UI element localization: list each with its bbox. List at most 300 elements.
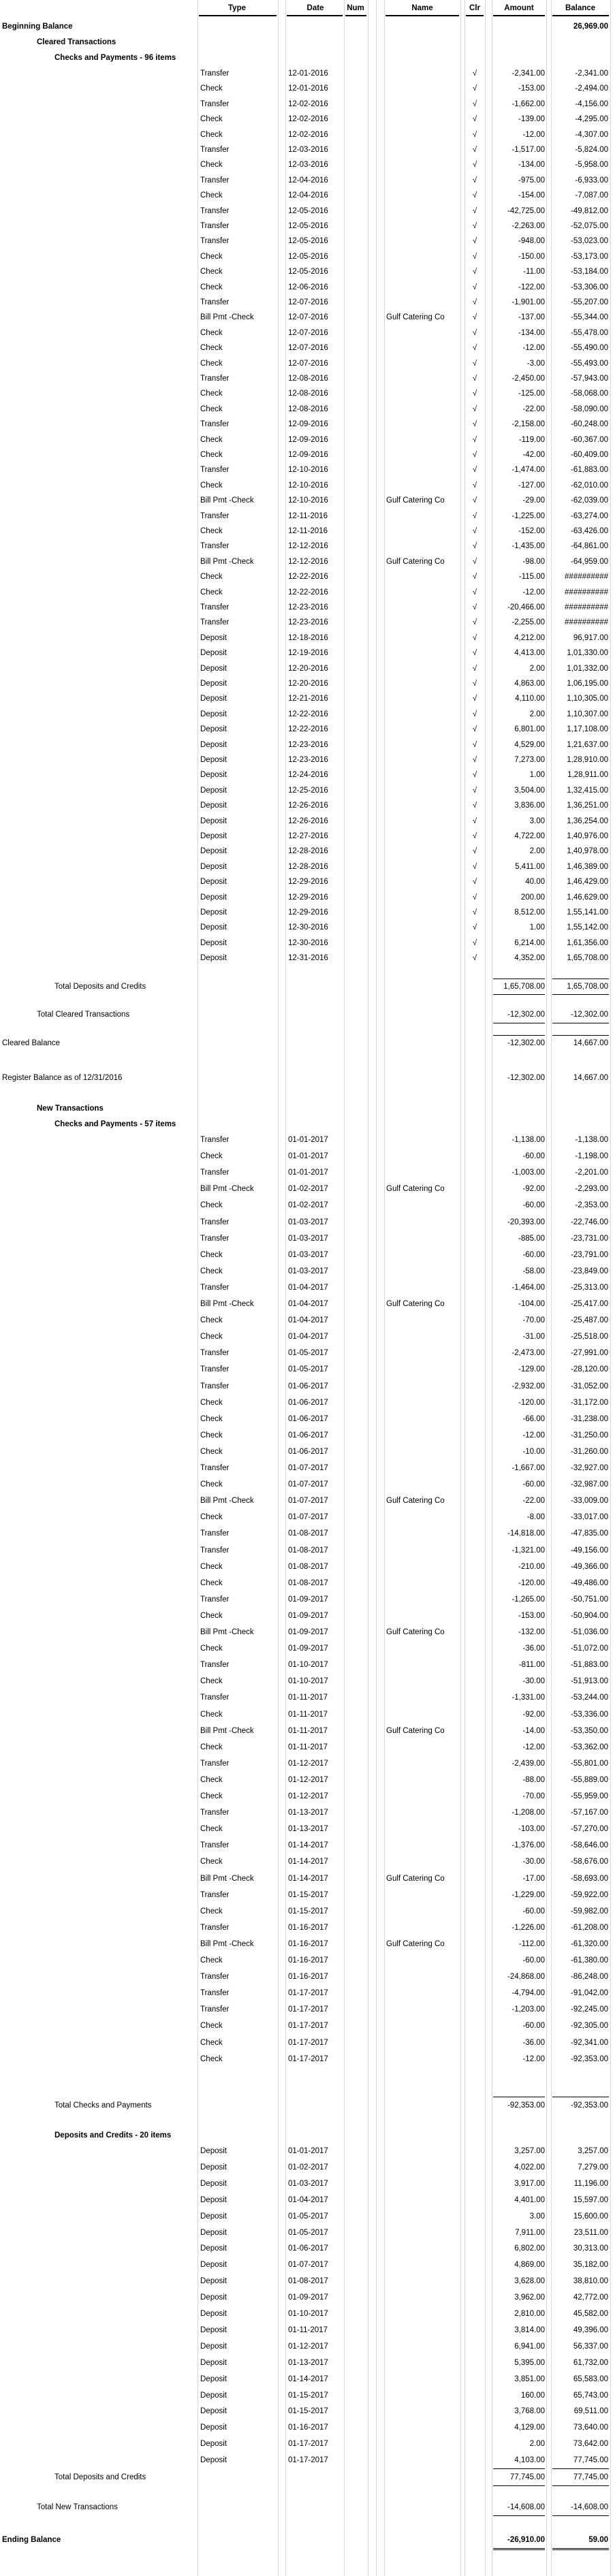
transaction-row[interactable] [0,1427,613,1444]
transaction-row[interactable] [0,782,613,799]
transaction-amount: -132.00 [518,1628,545,1636]
transaction-type: Check [200,1792,223,1800]
transaction-row[interactable] [0,401,613,417]
transaction-row[interactable] [0,2387,613,2404]
running-balance: 1,21,637.00 [567,740,608,749]
transaction-type: Bill Pmt -Check [200,1874,254,1883]
transaction-row[interactable] [0,355,613,372]
transaction-amount: -14,818.00 [507,1529,545,1538]
transaction-row[interactable] [0,2159,613,2176]
cleared-mark [465,1772,484,1788]
cleared-mark: √ [472,816,477,825]
running-balance: 1,06,195.00 [567,680,608,688]
transaction-row[interactable] [0,1279,613,1296]
running-balance: 1,01,332.00 [567,664,608,673]
transaction-name [386,1706,460,1723]
transaction-row[interactable] [0,843,613,859]
transaction-row[interactable] [0,249,613,265]
transaction-name [386,1542,460,1559]
transaction-amount: 4,103.00 [514,2456,545,2465]
transaction-amount: 3,257.00 [514,2147,545,2155]
transaction-row[interactable] [0,1575,613,1591]
transaction-row[interactable] [0,889,613,906]
transaction-row[interactable] [0,919,613,936]
transaction-type: Check [200,1398,223,1407]
transaction-row[interactable] [0,645,613,661]
transaction-type: Transfer [200,1890,230,1899]
transaction-row[interactable] [0,1214,613,1230]
transaction-row[interactable] [0,1689,613,1706]
cleared-mark [465,1460,484,1476]
transaction-amount: -70.00 [522,1316,545,1325]
transaction-amount: 1.00 [529,923,545,932]
transaction-row[interactable] [0,1920,613,1936]
transaction-row[interactable] [0,1164,613,1181]
transaction-row[interactable] [0,2371,613,2387]
cleared-mark [465,1312,484,1329]
transaction-date: 01-05-2017 [288,1365,328,1374]
cleared-mark [465,1296,484,1312]
transaction-name [386,1509,460,1525]
transaction-row[interactable] [0,218,613,234]
transaction-row[interactable] [0,462,613,478]
transaction-row[interactable] [0,142,613,158]
transaction-date: 01-05-2017 [288,2228,328,2237]
ending-balance-amount: -26,910.00 [507,2536,545,2544]
transaction-name [386,294,460,311]
transaction-row[interactable] [0,2208,613,2225]
transaction-row[interactable] [0,2306,613,2322]
transaction-row[interactable] [0,203,613,219]
transaction-row[interactable] [0,737,613,753]
transaction-date: 01-17-2017 [288,2022,328,2031]
transaction-type: Transfer [200,1989,230,1998]
transaction-row[interactable] [0,874,613,890]
transaction-row[interactable] [0,1624,613,1640]
running-balance: -50,904.00 [571,1611,608,1620]
transaction-row[interactable] [0,1706,613,1723]
transaction-row[interactable] [0,279,613,296]
transaction-amount: -1,226.00 [512,1923,545,1932]
total-checks-row [0,2097,613,2114]
transaction-row[interactable] [0,1132,613,1148]
transaction-date: 12-20-2016 [288,680,328,688]
transaction-row[interactable] [0,96,613,112]
transaction-row[interactable] [0,828,613,844]
running-balance: -55,207.00 [571,298,608,306]
transaction-name [386,721,460,737]
transaction-row[interactable] [0,80,613,97]
transaction-row[interactable] [0,706,613,722]
transaction-row[interactable] [0,1804,613,1821]
transaction-row[interactable] [0,1247,613,1263]
running-balance: -64,861.00 [571,542,608,551]
transaction-type: Check [200,1333,223,1341]
transaction-name [386,142,460,158]
transaction-type: Check [200,115,223,124]
transaction-row[interactable] [0,325,613,341]
transaction-row[interactable] [0,2051,613,2067]
transaction-name [386,661,460,677]
transaction-type: Check [200,1201,223,1210]
transaction-row[interactable] [0,294,613,311]
transaction-row[interactable] [0,1985,613,2001]
cleared-mark [465,2436,484,2452]
transaction-row[interactable] [0,859,613,875]
transaction-row[interactable] [0,584,613,601]
transaction-row[interactable] [0,2419,613,2436]
cleared-mark [465,2035,484,2051]
column-header-row [0,0,613,16]
transaction-amount: -70.00 [522,1792,545,1800]
transaction-row[interactable] [0,614,613,631]
transaction-row[interactable] [0,2018,613,2034]
transaction-row[interactable] [0,1476,613,1493]
total-rule [552,1035,609,1036]
transaction-row[interactable] [0,1887,613,1903]
running-balance: -60,367.00 [571,435,608,444]
transaction-name: Gulf Catering Co [386,1939,445,1948]
transaction-row[interactable] [0,1230,613,1247]
transaction-row[interactable] [0,950,613,966]
transaction-row[interactable] [0,111,613,127]
transaction-name [386,385,460,402]
transaction-row[interactable] [0,675,613,692]
transaction-name: Gulf Catering Co [386,1874,445,1883]
transaction-amount: -112.00 [518,1939,545,1948]
transaction-date: 01-16-2017 [288,1956,328,1965]
running-balance: -53,244.00 [571,1694,608,1702]
cleared-mark: √ [472,191,477,200]
transaction-name [386,630,460,646]
running-balance: -1,138.00 [575,1136,608,1144]
transaction-type: Transfer [200,1464,230,1472]
transaction-row[interactable] [0,1559,613,1575]
transaction-name [386,1804,460,1821]
transaction-row[interactable] [0,370,613,387]
transaction-date: 01-17-2017 [288,2456,328,2465]
transaction-name [386,1263,460,1279]
transaction-amount: -22.00 [522,1497,545,1506]
transaction-name [386,2355,460,2371]
transaction-type: Check [200,328,223,337]
transaction-amount: -115.00 [518,573,545,582]
transaction-row[interactable] [0,1444,613,1460]
transaction-row[interactable] [0,1821,613,1837]
running-balance: ########## [565,618,608,627]
transaction-row[interactable] [0,1657,613,1673]
transaction-row[interactable] [0,2192,613,2208]
transaction-date: 01-08-2017 [288,2277,328,2286]
cleared-mark: √ [472,252,477,261]
transaction-type: Bill Pmt -Check [200,1726,254,1735]
transaction-date: 01-17-2017 [288,2440,328,2449]
transaction-name [386,797,460,814]
transaction-row[interactable] [0,2436,613,2452]
cleared-mark [465,2289,484,2306]
transaction-row[interactable] [0,1525,613,1542]
transaction-row[interactable] [0,2273,613,2289]
transaction-amount: -127.00 [518,481,545,490]
transaction-row[interactable] [0,523,613,539]
running-balance: 1,61,356.00 [567,938,608,947]
cleared-mark: √ [472,69,477,78]
transaction-type: Transfer [200,618,230,627]
transaction-row[interactable] [0,309,613,325]
transaction-row[interactable] [0,1871,613,1887]
running-balance: -55,889.00 [571,1775,608,1784]
cleared-mark [465,1230,484,1247]
transaction-row[interactable] [0,813,613,829]
transaction-row[interactable] [0,2225,613,2241]
cleared-mark [465,1755,484,1772]
transaction-row[interactable] [0,1329,613,1345]
transaction-name [386,813,460,829]
transaction-name [386,1132,460,1148]
running-balance: -4,307.00 [575,130,608,139]
transaction-name: Gulf Catering Co [386,1628,445,1636]
transaction-row[interactable] [0,1378,613,1395]
transaction-row[interactable] [0,1591,613,1608]
transaction-amount: -1,225.00 [512,511,545,520]
transaction-date: 01-12-2017 [288,1775,328,1784]
cleared-mark: √ [472,146,477,154]
transaction-type: Check [200,1858,223,1866]
running-balance: -5,824.00 [575,146,608,154]
transaction-amount: -58.00 [522,1267,545,1275]
transaction-date: 01-02-2017 [288,1201,328,1210]
transaction-row[interactable] [0,2452,613,2468]
transaction-row[interactable] [0,904,613,921]
transaction-type: Transfer [200,146,230,154]
transaction-type: Check [200,1907,223,1915]
transaction-row[interactable] [0,2322,613,2338]
transaction-row[interactable] [0,1509,613,1525]
transaction-name [386,2436,460,2452]
transaction-row[interactable] [0,1640,613,1657]
running-balance: -58,068.00 [571,389,608,398]
transaction-row[interactable] [0,2035,613,2051]
transaction-name [386,111,460,127]
transaction-name [386,2240,460,2257]
transaction-row[interactable] [0,1952,613,1969]
cleared-mark [465,1608,484,1624]
transaction-row[interactable] [0,1493,613,1509]
transaction-row[interactable] [0,1673,613,1689]
transaction-type: Check [200,191,223,200]
transaction-date: 12-29-2016 [288,893,328,902]
transaction-row[interactable] [0,630,613,646]
transaction-amount: -1,203.00 [512,2005,545,2014]
transaction-amount: 4,022.00 [514,2163,545,2172]
transaction-type: Transfer [200,1365,230,1374]
transaction-row[interactable] [0,1460,613,1476]
transaction-row[interactable] [0,1936,613,1952]
transaction-row[interactable] [0,1411,613,1427]
transaction-date: 01-07-2017 [288,2261,328,2270]
transaction-row[interactable] [0,2240,613,2257]
transaction-row[interactable] [0,1345,613,1361]
transaction-amount: -98.00 [522,557,545,566]
cleared-mark [465,2051,484,2067]
cleared-mark [465,1920,484,1936]
transaction-name [386,1148,460,1164]
cleared-balance-value: 14,667.00 [573,1039,608,1047]
transaction-type: Check [200,435,223,444]
transaction-row[interactable] [0,1755,613,1772]
transaction-name [386,614,460,631]
transaction-row[interactable] [0,340,613,356]
transaction-row[interactable] [0,752,613,768]
transaction-row[interactable] [0,2176,613,2192]
transaction-row[interactable] [0,1296,613,1312]
transaction-type: Deposit [200,633,227,642]
transaction-row[interactable] [0,1312,613,1329]
transaction-row[interactable] [0,1608,613,1624]
running-balance: -33,017.00 [571,1513,608,1522]
transaction-row[interactable] [0,385,613,402]
transaction-row[interactable] [0,1197,613,1213]
transaction-row[interactable] [0,1788,613,1804]
transaction-row[interactable] [0,935,613,951]
cleared-mark [465,2192,484,2208]
transaction-row[interactable] [0,65,613,82]
running-balance: 73,642.00 [573,2440,608,2449]
transaction-row[interactable] [0,721,613,737]
transaction-date: 12-24-2016 [288,771,328,780]
transaction-row[interactable] [0,797,613,814]
transaction-date: 12-26-2016 [288,801,328,810]
transaction-row[interactable] [0,569,613,585]
transaction-amount: 7,911.00 [515,2228,545,2237]
running-balance: 65,743.00 [573,2391,608,2400]
transaction-name [386,889,460,906]
transaction-row[interactable] [0,127,613,143]
header-underline [552,15,609,16]
transaction-row[interactable] [0,2355,613,2371]
transaction-amount: -1,474.00 [512,466,545,475]
transaction-date: 12-27-2016 [288,832,328,840]
transaction-date: 01-06-2017 [288,1447,328,1456]
running-balance: 1,01,330.00 [567,649,608,658]
transaction-amount: -31.00 [522,1333,545,1341]
running-balance: -25,417.00 [571,1300,608,1308]
transaction-row[interactable] [0,447,613,463]
column-header-type: Type [228,4,246,12]
transaction-type: Deposit [200,2293,227,2302]
running-balance: -25,518.00 [571,1333,608,1341]
transaction-row[interactable] [0,172,613,189]
transaction-name: Gulf Catering Co [386,1300,445,1308]
transaction-row[interactable] [0,1723,613,1739]
running-balance: -57,943.00 [571,375,608,383]
running-balance: -25,313.00 [571,1283,608,1292]
transaction-row[interactable] [0,1903,613,1920]
cleared-mark: √ [472,938,477,947]
transaction-amount: -2,341.00 [512,69,545,78]
transaction-amount: 6,802.00 [514,2244,545,2253]
transaction-row[interactable] [0,264,613,280]
transaction-date: 01-05-2017 [288,1349,328,1358]
transaction-row[interactable] [0,767,613,783]
transaction-type: Check [200,1578,223,1587]
transaction-name [386,1395,460,1411]
transaction-type: Check [200,404,223,413]
cleared-mark: √ [472,496,477,505]
cleared-mark [465,1361,484,1378]
transaction-row[interactable] [0,492,613,509]
transaction-type: Deposit [200,2374,227,2383]
transaction-row[interactable] [0,1181,613,1197]
transaction-date: 12-26-2016 [288,816,328,825]
transaction-row[interactable] [0,416,613,432]
transaction-row[interactable] [0,2001,613,2018]
transaction-amount: 4,401.00 [514,2195,545,2204]
transaction-type: Transfer [200,1546,230,1555]
transaction-date: 01-13-2017 [288,1809,328,1817]
transaction-row[interactable] [0,477,613,494]
running-balance: -61,320.00 [571,1939,608,1948]
transaction-row[interactable] [0,1263,613,1279]
transaction-row[interactable] [0,690,613,707]
transaction-row[interactable] [0,2289,613,2306]
transaction-name [386,1197,460,1213]
transaction-row[interactable] [0,599,613,616]
transaction-row[interactable] [0,1148,613,1164]
cleared-mark: √ [472,557,477,566]
cleared-mark: √ [472,161,477,170]
transaction-row[interactable] [0,1542,613,1559]
cleared-mark: √ [472,389,477,398]
transaction-date: 01-16-2017 [288,1923,328,1932]
transaction-row[interactable] [0,1739,613,1755]
transaction-amount: 8,512.00 [514,908,545,917]
transaction-name [386,2035,460,2051]
total-cleared-row [0,1006,613,1023]
transaction-row[interactable] [0,187,613,204]
transaction-row[interactable] [0,1395,613,1411]
transaction-row[interactable] [0,1772,613,1788]
transaction-name [386,538,460,554]
transaction-amount: 5,411.00 [515,862,545,871]
transaction-row[interactable] [0,538,613,554]
transaction-row[interactable] [0,508,613,524]
cleared-mark: √ [472,344,477,353]
transaction-amount: -811.00 [518,1661,545,1670]
transaction-row[interactable] [0,2338,613,2355]
transaction-row[interactable] [0,432,613,448]
transaction-row[interactable] [0,2143,613,2159]
transaction-row[interactable] [0,661,613,677]
transaction-row[interactable] [0,2403,613,2419]
transaction-row[interactable] [0,157,613,173]
running-balance: 96,917.00 [573,633,608,642]
running-balance: -25,487.00 [571,1316,608,1325]
cleared-mark: √ [472,680,477,688]
running-balance: -58,676.00 [571,1858,608,1866]
transaction-row[interactable] [0,554,613,570]
new-deposits-heading [0,2127,613,2144]
transaction-row[interactable] [0,233,613,249]
transaction-type: Deposit [200,664,227,673]
transaction-row[interactable] [0,1854,613,1870]
transaction-row[interactable] [0,2257,613,2273]
total-amount: 77,745.00 [509,2473,545,2481]
transaction-row[interactable] [0,1361,613,1378]
transaction-type: Deposit [200,938,227,947]
transaction-row[interactable] [0,1837,613,1854]
transaction-row[interactable] [0,1969,613,1985]
